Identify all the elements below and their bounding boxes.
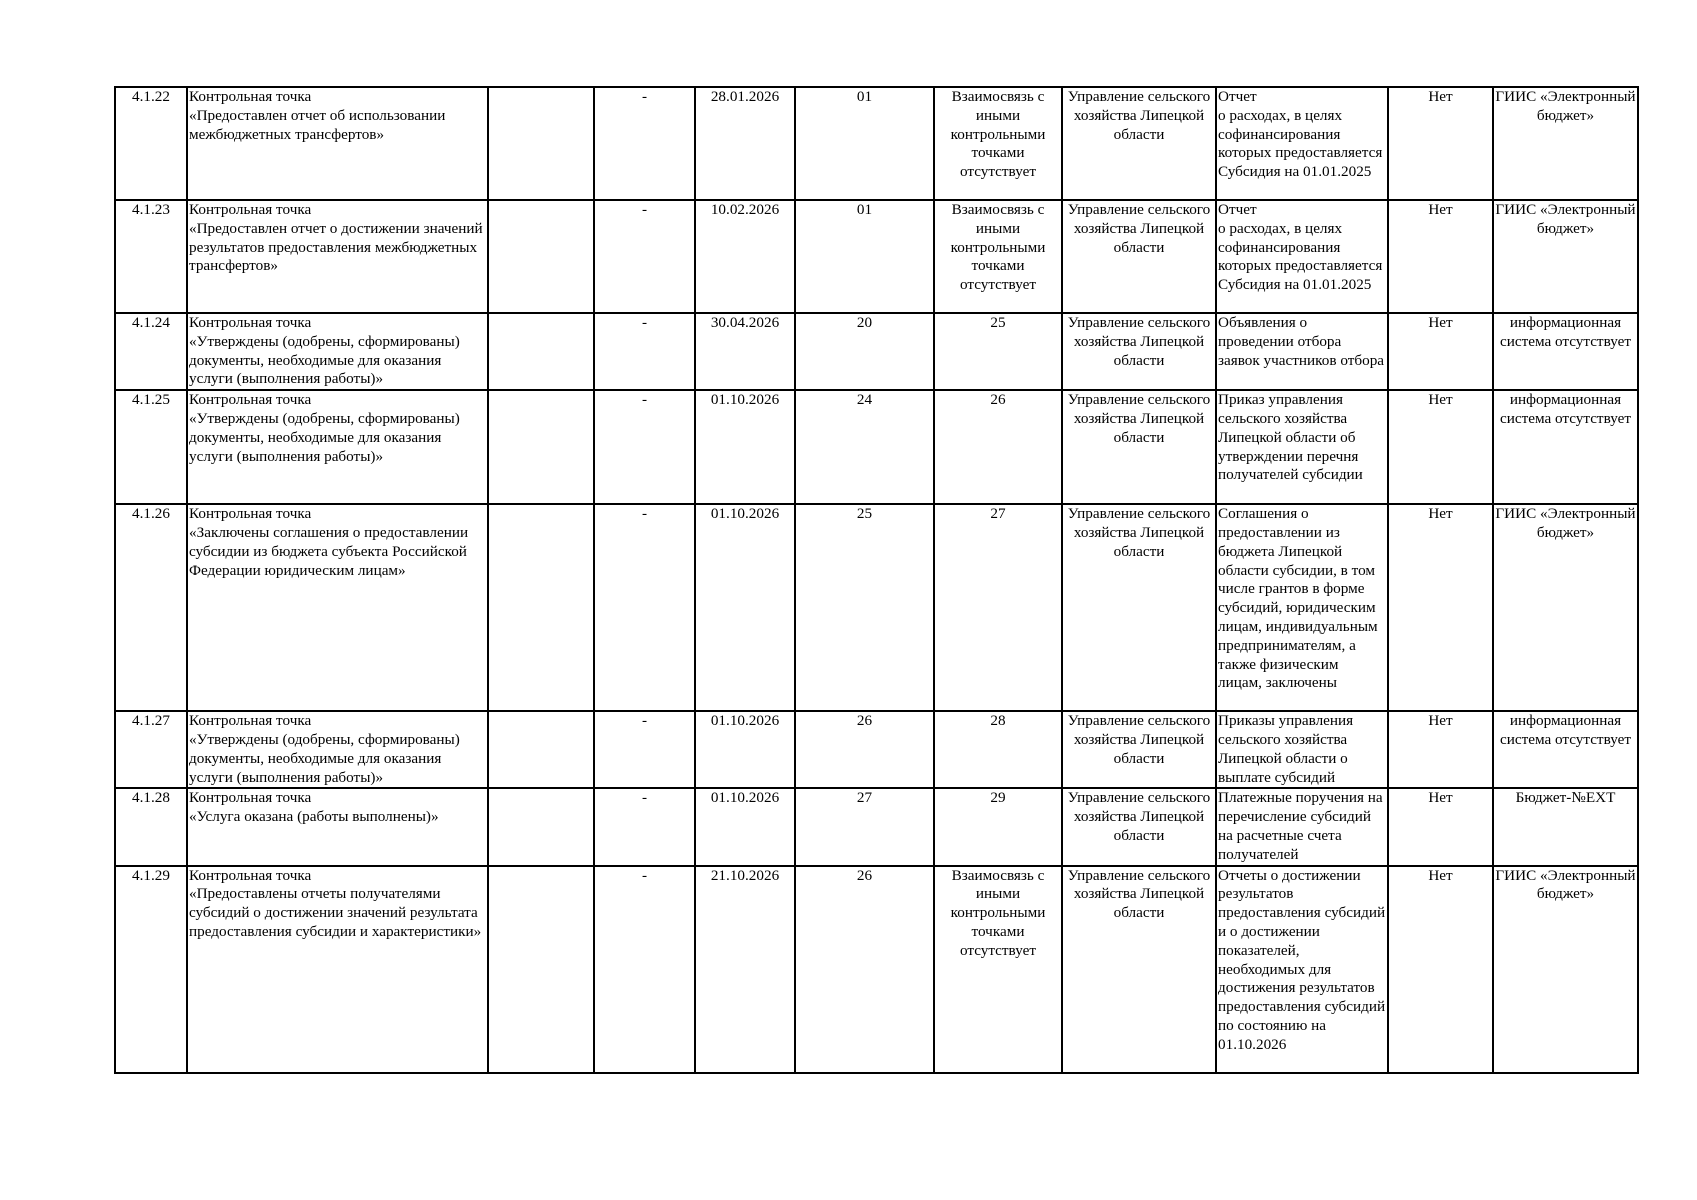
successor: Взаимосвязь с иными контрольными точками отсутствует: [934, 866, 1062, 1073]
due-date: 21.10.2026: [695, 866, 795, 1073]
evidence-document: Отчет о расходах, в целях софинансирования которых предоставляется Субсидия на 01.01.2025: [1216, 200, 1388, 313]
dash-cell: -: [594, 200, 695, 313]
due-date: 30.04.2026: [695, 313, 795, 390]
row-number: 4.1.29: [115, 866, 187, 1073]
dash-cell: -: [594, 711, 695, 788]
empty-cell: [488, 866, 594, 1073]
evidence-document: Отчет о расходах, в целях софинансирования которых предоставляется Субсидия на 01.01.2025: [1216, 87, 1388, 200]
control-point-name: Контрольная точка «Утверждены (одобрены, сформированы) документы, необходимые для оказания услуги (выполнения работы)»: [187, 711, 488, 788]
successor: 29: [934, 788, 1062, 865]
control-point-name: Контрольная точка «Утверждены (одобрены, сформированы) документы, необходимые для оказания услуги (выполнения работы)»: [187, 390, 488, 504]
control-point-name: Контрольная точка «Предоставлены отчеты получателями субсидий о достижении значений результата предоставления субсидии и характеристики»: [187, 866, 488, 1073]
due-date: 01.10.2026: [695, 504, 795, 711]
evidence-document: Платежные поручения на перечисление субсидий на расчетные счета получателей: [1216, 788, 1388, 865]
predecessor: 01: [795, 87, 934, 200]
due-date: 01.10.2026: [695, 711, 795, 788]
empty-cell: [488, 504, 594, 711]
table-body: [115, 87, 1638, 1073]
table-row: [115, 87, 1638, 200]
flag: Нет: [1388, 866, 1493, 1073]
predecessor: 26: [795, 866, 934, 1073]
control-point-name: Контрольная точка «Предоставлен отчет об использовании межбюджетных трансфертов»: [187, 87, 488, 200]
responsible: Управление сельского хозяйства Липецкой области: [1062, 788, 1216, 865]
empty-cell: [488, 200, 594, 313]
dash-cell: -: [594, 313, 695, 390]
predecessor: 20: [795, 313, 934, 390]
dash-cell: -: [594, 866, 695, 1073]
due-date: 01.10.2026: [695, 788, 795, 865]
successor: 26: [934, 390, 1062, 504]
table-row: [115, 200, 1638, 313]
row-number: 4.1.27: [115, 711, 187, 788]
empty-cell: [488, 711, 594, 788]
successor: 27: [934, 504, 1062, 711]
successor: 28: [934, 711, 1062, 788]
flag: Нет: [1388, 390, 1493, 504]
table-row: [115, 313, 1638, 390]
row-number: 4.1.25: [115, 390, 187, 504]
successor: 25: [934, 313, 1062, 390]
table-row: [115, 711, 1638, 788]
evidence-document: Приказы управления сельского хозяйства Липецкой области о выплате субсидий: [1216, 711, 1388, 788]
predecessor: 25: [795, 504, 934, 711]
responsible: Управление сельского хозяйства Липецкой области: [1062, 313, 1216, 390]
row-number: 4.1.24: [115, 313, 187, 390]
info-system: информационная система отсутствует: [1493, 313, 1638, 390]
control-points-table: [114, 86, 1639, 1074]
control-point-name: Контрольная точка «Утверждены (одобрены, сформированы) документы, необходимые для оказания услуги (выполнения работы)»: [187, 313, 488, 390]
responsible: Управление сельского хозяйства Липецкой области: [1062, 711, 1216, 788]
flag: Нет: [1388, 313, 1493, 390]
responsible: Управление сельского хозяйства Липецкой области: [1062, 200, 1216, 313]
table-row: [115, 788, 1638, 865]
row-number: 4.1.23: [115, 200, 187, 313]
predecessor: 27: [795, 788, 934, 865]
predecessor: 01: [795, 200, 934, 313]
evidence-document: Соглашения о предоставлении из бюджета Липецкой области субсидии, в том числе грантов в форме субсидий, юридическим лицам, индивидуальным предпринимателям, а также физическим лицам, заключены: [1216, 504, 1388, 711]
table-row: [115, 866, 1638, 1073]
evidence-document: Объявления о проведении отбора заявок участников отбора: [1216, 313, 1388, 390]
flag: Нет: [1388, 504, 1493, 711]
responsible: Управление сельского хозяйства Липецкой области: [1062, 504, 1216, 711]
responsible: Управление сельского хозяйства Липецкой области: [1062, 87, 1216, 200]
info-system: ГИИС «Электронный бюджет»: [1493, 866, 1638, 1073]
row-number: 4.1.26: [115, 504, 187, 711]
empty-cell: [488, 87, 594, 200]
successor: Взаимосвязь с иными контрольными точками отсутствует: [934, 200, 1062, 313]
dash-cell: -: [594, 390, 695, 504]
control-point-name: Контрольная точка «Предоставлен отчет о достижении значений результатов предоставления межбюджетных трансфертов»: [187, 200, 488, 313]
info-system: информационная система отсутствует: [1493, 390, 1638, 504]
empty-cell: [488, 313, 594, 390]
responsible: Управление сельского хозяйства Липецкой области: [1062, 390, 1216, 504]
flag: Нет: [1388, 87, 1493, 200]
info-system: информационная система отсутствует: [1493, 711, 1638, 788]
info-system: ГИИС «Электронный бюджет»: [1493, 504, 1638, 711]
control-point-name: Контрольная точка «Услуга оказана (работы выполнены)»: [187, 788, 488, 865]
evidence-document: Отчеты о достижении результатов предоставления субсидий и о достижении показателей, необходимых для достижения результатов предоставления субсидий по состоянию на 01.10.2026: [1216, 866, 1388, 1073]
table-row: [115, 390, 1638, 504]
row-number: 4.1.22: [115, 87, 187, 200]
dash-cell: -: [594, 87, 695, 200]
flag: Нет: [1388, 200, 1493, 313]
dash-cell: -: [594, 788, 695, 865]
info-system: Бюджет-№EXT: [1493, 788, 1638, 865]
predecessor: 24: [795, 390, 934, 504]
flag: Нет: [1388, 711, 1493, 788]
successor: Взаимосвязь с иными контрольными точками отсутствует: [934, 87, 1062, 200]
due-date: 28.01.2026: [695, 87, 795, 200]
dash-cell: -: [594, 504, 695, 711]
due-date: 01.10.2026: [695, 390, 795, 504]
table-row: [115, 504, 1638, 711]
flag: Нет: [1388, 788, 1493, 865]
responsible: Управление сельского хозяйства Липецкой области: [1062, 866, 1216, 1073]
empty-cell: [488, 390, 594, 504]
row-number: 4.1.28: [115, 788, 187, 865]
predecessor: 26: [795, 711, 934, 788]
control-point-name: Контрольная точка «Заключены соглашения о предоставлении субсидии из бюджета субъекта Российской Федерации юридическим лицам»: [187, 504, 488, 711]
due-date: 10.02.2026: [695, 200, 795, 313]
info-system: ГИИС «Электронный бюджет»: [1493, 200, 1638, 313]
empty-cell: [488, 788, 594, 865]
info-system: ГИИС «Электронный бюджет»: [1493, 87, 1638, 200]
evidence-document: Приказ управления сельского хозяйства Липецкой области об утверждении перечня получателей субсидии: [1216, 390, 1388, 504]
